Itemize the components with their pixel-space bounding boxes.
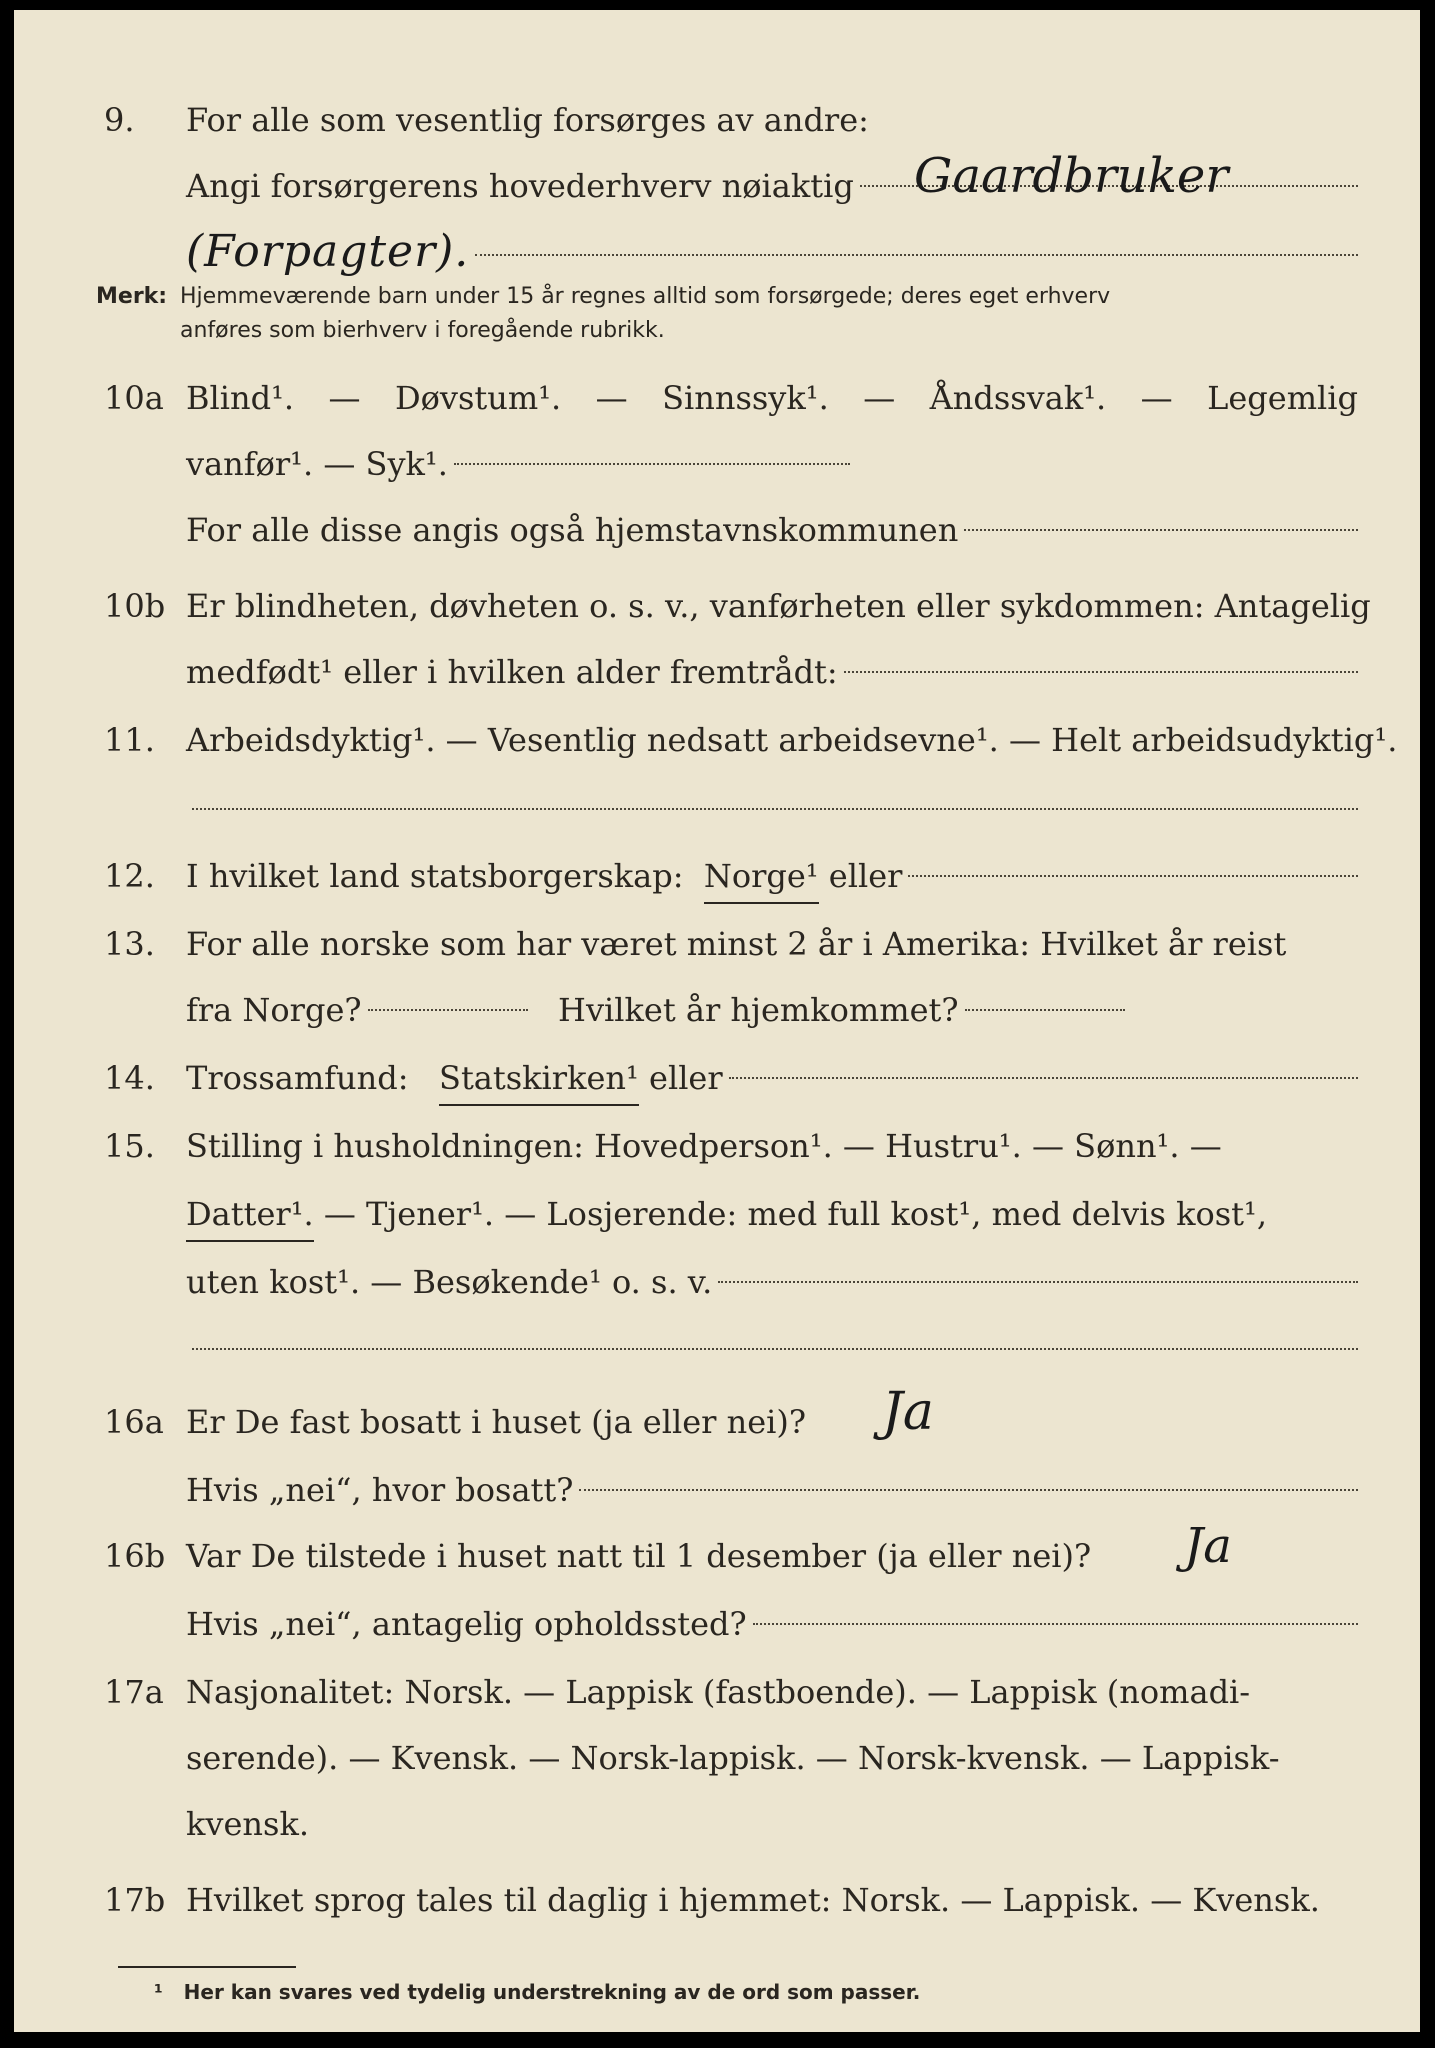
- selected-option-daughter[interactable]: Datter¹.: [186, 1188, 314, 1242]
- question-number: 15.: [104, 1127, 155, 1165]
- question-10b-line-1: [14, 580, 1420, 632]
- question-17a-line-3: [14, 1798, 1420, 1850]
- question-text: For alle som vesentlig forsørges av andre:: [186, 101, 869, 139]
- question-text: Er De fast bosatt i huset (ja eller nei)?: [186, 1403, 807, 1441]
- question-17a-line-1: [14, 1666, 1420, 1718]
- question-17b: [14, 1874, 1420, 1926]
- question-17a-line-2: [14, 1732, 1420, 1784]
- question-text: kvensk.: [186, 1805, 309, 1843]
- answer-line[interactable]: [579, 1489, 1358, 1491]
- question-number: 17a: [104, 1673, 164, 1711]
- answer-line[interactable]: [965, 1009, 1125, 1011]
- note-text-2: anføres som bierhverv i foregående rubrikk.: [180, 318, 665, 343]
- question-number: 17b: [104, 1881, 166, 1919]
- question-9-line-3: [14, 226, 1420, 278]
- question-13-line-2: [14, 984, 1420, 1036]
- question-16a-line-2: [14, 1464, 1420, 1516]
- handwritten-answer-tenant: (Forpagter).: [186, 226, 470, 277]
- question-16b-line-2: [14, 1598, 1420, 1650]
- question-text: I hvilket land statsborgerskap:: [186, 857, 684, 895]
- question-text: serende). — Kvensk. — Norsk-lappisk. — Norsk-kvensk. — Lappisk-: [186, 1739, 1280, 1777]
- question-text: Trossamfund:: [186, 1059, 409, 1097]
- question-text: Hvilket år hjemkommet?: [558, 991, 959, 1029]
- question-text: vanfør¹. — Syk¹.: [186, 445, 448, 483]
- question-text: Er blindheten, døvheten o. s. v., vanførheten eller sykdommen: Antagelig: [186, 587, 1371, 625]
- question-text: uten kost¹. — Besøkende¹ o. s. v.: [186, 1263, 713, 1301]
- question-12: [14, 850, 1420, 902]
- note-block: [96, 280, 1358, 348]
- question-number: 11.: [104, 721, 155, 759]
- note-text-1: Hjemmeværende barn under 15 år regnes alltid som forsørgede; deres eget erhverv: [180, 284, 1111, 309]
- answer-line[interactable]: [368, 1009, 528, 1011]
- dash: —: [863, 379, 896, 417]
- question-text: Arbeidsdyktig¹. — Vesentlig nedsatt arbeidsevne¹. — Helt arbeidsudyktig¹.: [186, 721, 1398, 759]
- question-text: Var De tilstede i huset natt til 1 desember (ja eller nei)?: [186, 1537, 1092, 1575]
- question-number: 10a: [104, 379, 164, 417]
- question-text: fra Norge?: [186, 991, 362, 1029]
- selected-option-state-church[interactable]: Statskirken¹: [439, 1052, 639, 1106]
- dash: —: [1140, 379, 1173, 417]
- answer-line[interactable]: [753, 1623, 1358, 1625]
- question-14: [14, 1052, 1420, 1104]
- question-9-line-1: [14, 94, 1420, 146]
- option-insane[interactable]: Sinnssyk¹.: [662, 379, 829, 417]
- question-16a-line-1: [14, 1396, 1420, 1448]
- question-10b-line-2: [14, 646, 1420, 698]
- dash: —: [328, 379, 361, 417]
- question-number: 10b: [104, 587, 166, 625]
- question-number: 9.: [104, 101, 135, 139]
- answer-line[interactable]: [192, 1348, 1358, 1350]
- question-text: eller: [828, 857, 903, 895]
- handwritten-answer-yes: Ja: [882, 1382, 934, 1442]
- question-number: 12.: [104, 857, 155, 895]
- census-form-page: [14, 10, 1420, 2032]
- option-mentally-disabled[interactable]: Åndssvak¹.: [929, 379, 1107, 417]
- question-11: [14, 714, 1420, 766]
- question-text: medfødt¹ eller i hvilken alder fremtrådt:: [186, 653, 838, 691]
- question-text: eller: [649, 1059, 723, 1097]
- question-10a-line-2: [14, 438, 1420, 490]
- answer-line[interactable]: [192, 808, 1358, 810]
- question-number: 13.: [104, 925, 155, 963]
- footnote-mark: ¹: [154, 1980, 163, 2004]
- answer-line[interactable]: [908, 875, 1358, 877]
- question-text: For alle norske som har været minst 2 år i Amerika: Hvilket år reist: [186, 925, 1287, 963]
- question-text: Hvis „nei“, antagelig opholdssted?: [186, 1605, 747, 1643]
- question-15-line-3: [14, 1256, 1420, 1308]
- handwritten-answer-occupation: Gaardbruker: [914, 148, 1229, 204]
- question-text: — Tjener¹. — Losjerende: med full kost¹, med delvis kost¹,: [323, 1195, 1268, 1233]
- footnote: [154, 1980, 920, 2004]
- question-10a-line-1: [14, 372, 1420, 424]
- dash: —: [595, 379, 628, 417]
- question-number: 16a: [104, 1403, 164, 1441]
- selected-option-norway[interactable]: Norge¹: [704, 850, 819, 904]
- note-label: Merk:: [96, 284, 168, 309]
- question-number: 14.: [104, 1059, 155, 1097]
- question-text: Hvis „nei“, hvor bosatt?: [186, 1471, 574, 1509]
- question-options: [186, 372, 1358, 424]
- question-15-line-2: [14, 1188, 1420, 1240]
- option-blind[interactable]: Blind¹.: [186, 379, 295, 417]
- answer-line[interactable]: [729, 1077, 1358, 1079]
- question-text: For alle disse angis også hjemstavnskommunen: [186, 511, 959, 549]
- answer-line[interactable]: [964, 529, 1358, 531]
- answer-line[interactable]: [454, 463, 850, 465]
- question-13-line-1: [14, 918, 1420, 970]
- question-10a-line-3: [14, 504, 1420, 556]
- footnote-text: Her kan svares ved tydelig understrekning av de ord som passer.: [183, 1980, 921, 2004]
- question-text: Angi forsørgerens hovederhverv nøiaktig: [186, 167, 854, 205]
- handwritten-answer-yes: Ja: [1184, 1518, 1232, 1574]
- question-text: Nasjonalitet: Norsk. — Lappisk (fastboende). — Lappisk (nomadi-: [186, 1673, 1251, 1711]
- question-15-line-1: [14, 1120, 1420, 1172]
- answer-line[interactable]: [718, 1281, 1358, 1283]
- option-deaf-mute[interactable]: Døvstum¹.: [394, 379, 562, 417]
- answer-line[interactable]: [475, 254, 1358, 256]
- question-text: Hvilket sprog tales til daglig i hjemmet: Norsk. — Lappisk. — Kvensk.: [186, 1881, 1320, 1919]
- question-text: Stilling i husholdningen: Hovedperson¹. — Hustru¹. — Sønn¹. —: [186, 1127, 1222, 1165]
- question-number: 16b: [104, 1537, 166, 1575]
- footnote-divider: [118, 1966, 296, 1968]
- option-physically[interactable]: Legemlig: [1207, 379, 1358, 417]
- answer-line[interactable]: [844, 671, 1358, 673]
